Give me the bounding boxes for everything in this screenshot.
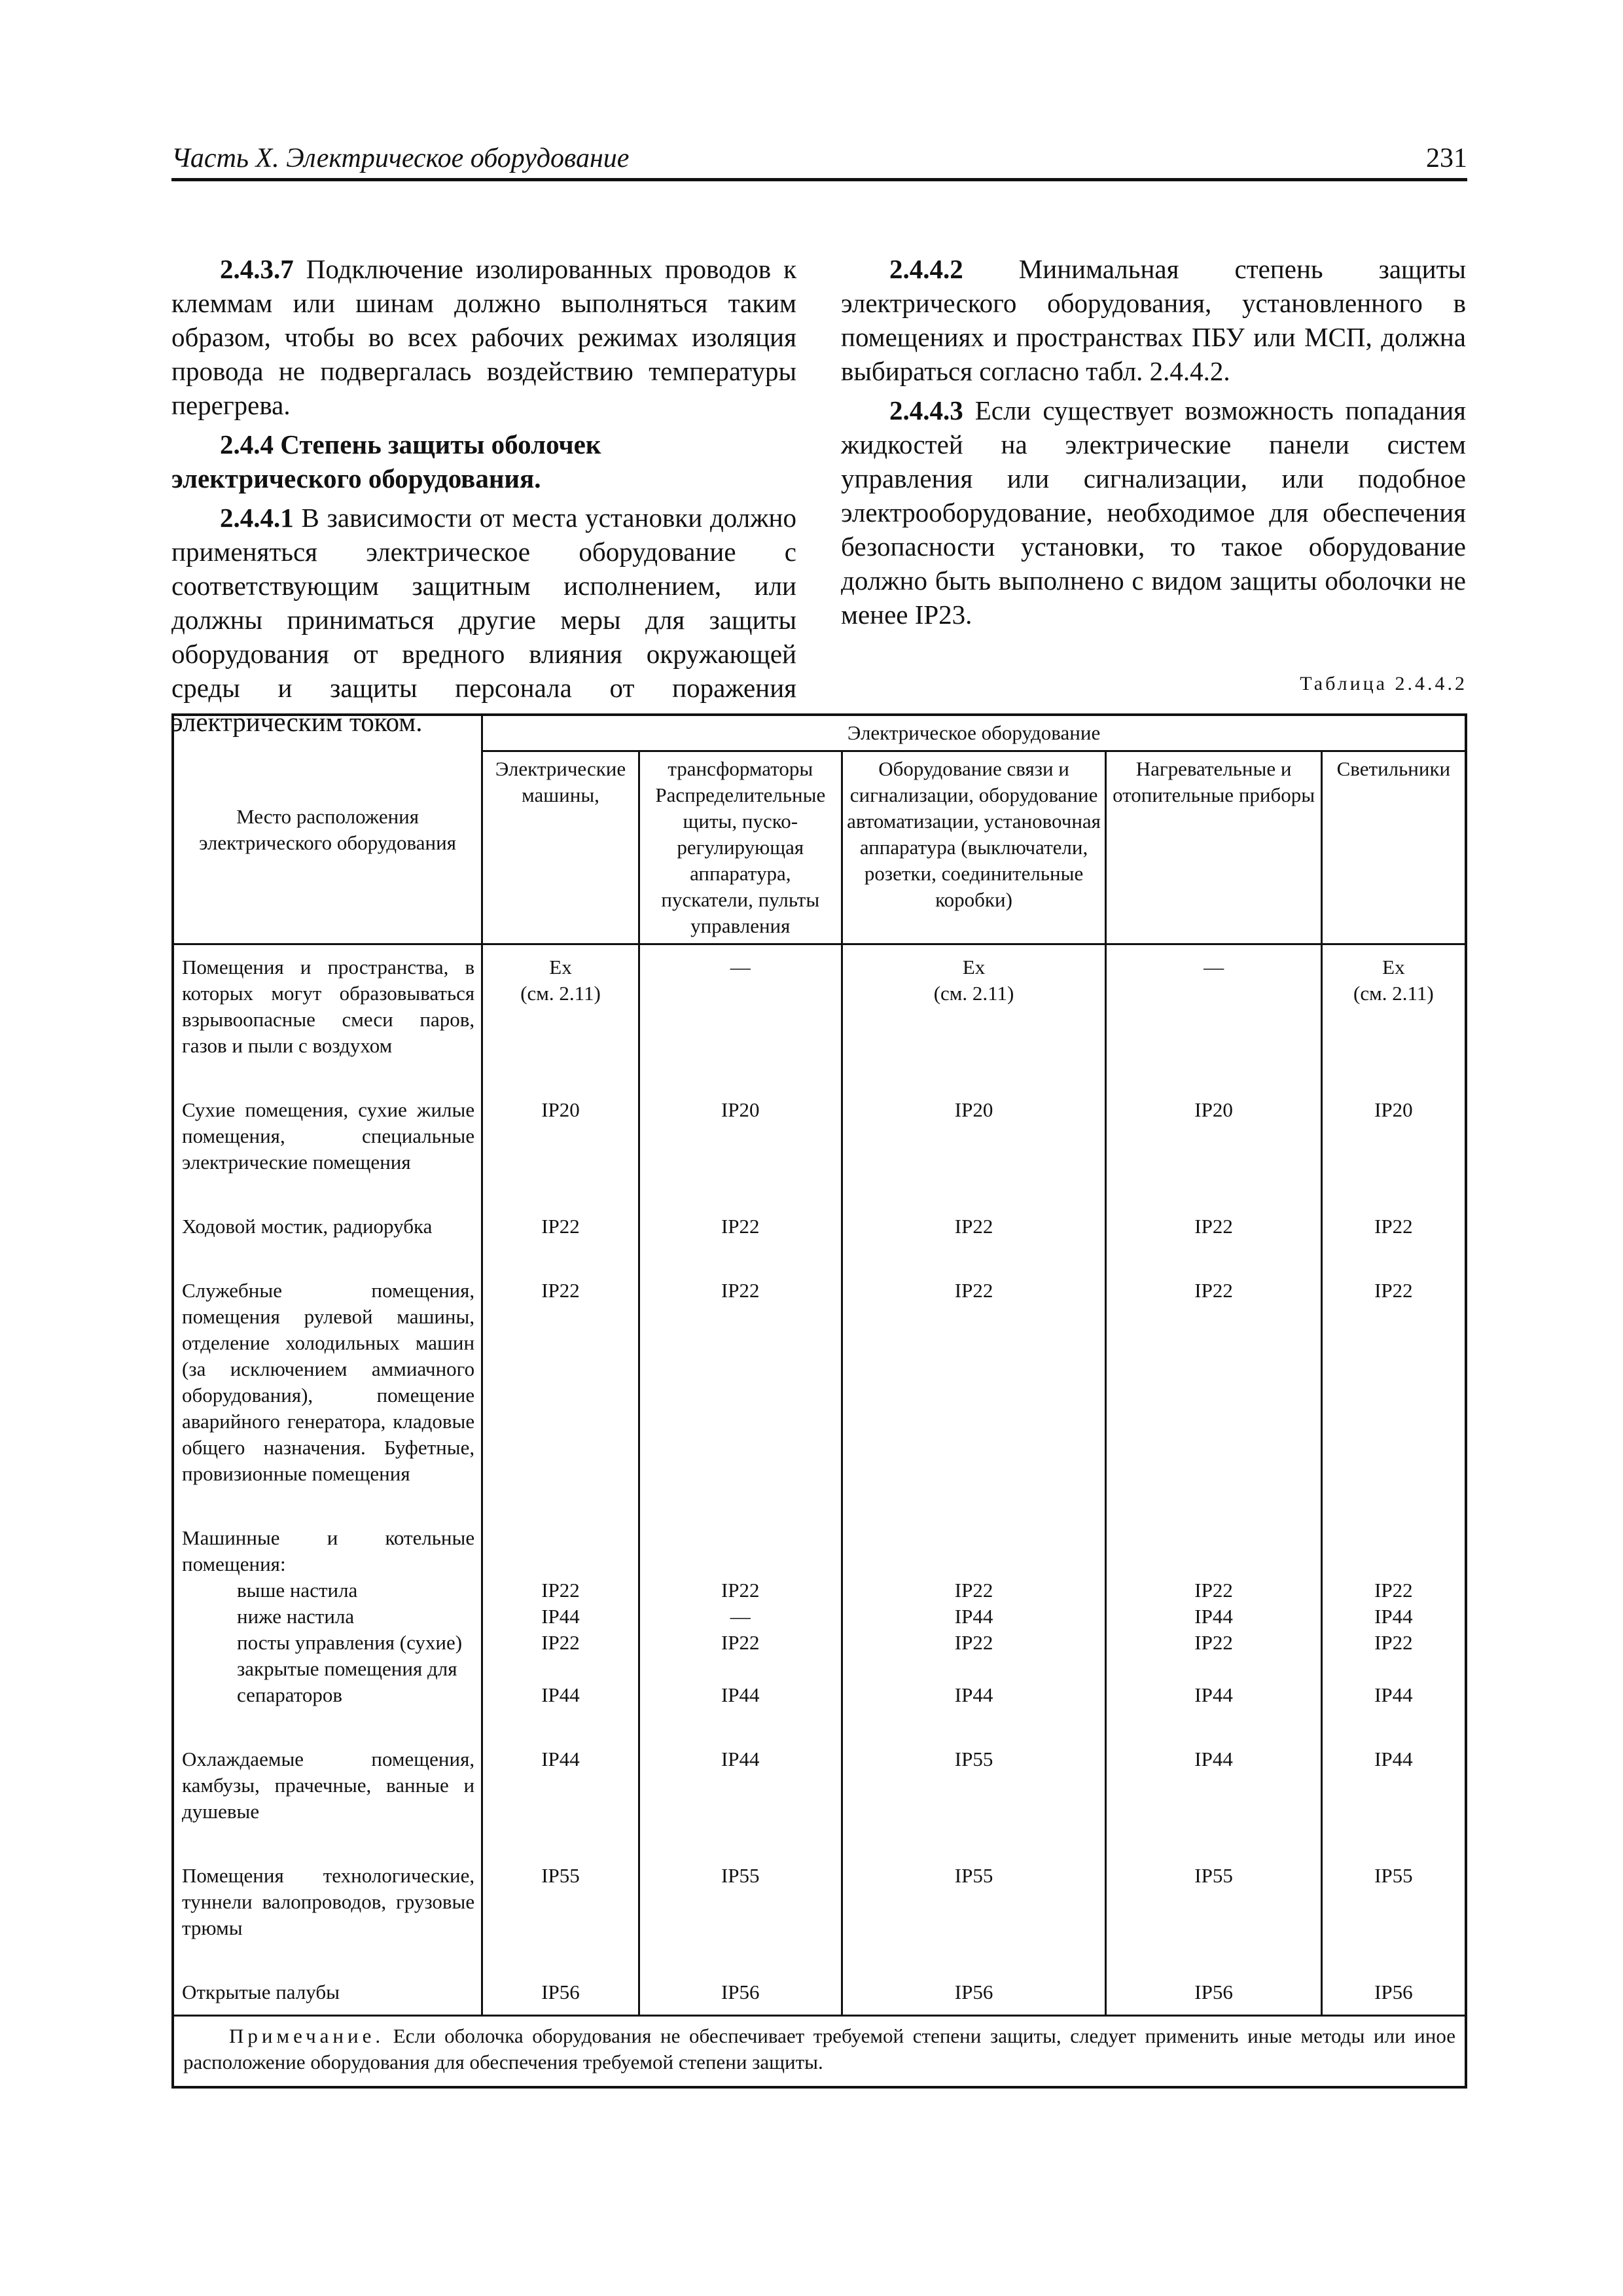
- value-ref: (см. 2.11): [520, 982, 601, 1005]
- text-column-left: [171, 252, 796, 744]
- value-text: IP44: [721, 1683, 760, 1706]
- value-text: IP44: [541, 1683, 580, 1706]
- value-cell: IP55: [842, 1746, 1106, 1863]
- table-row: [173, 1746, 1466, 1863]
- paragraph-2-4-3-7: [171, 252, 796, 422]
- value-cell: IP56: [639, 1979, 842, 2016]
- value-cell: [842, 944, 1106, 1098]
- value-text: IP44: [954, 1605, 993, 1628]
- value-cell: IP20: [639, 1097, 842, 1213]
- value-cell: IP22: [1321, 1213, 1466, 1278]
- column-header: трансформаторы Распределительные щиты, пуско-регулирующая аппаратура, пускатели, пульты управления: [639, 751, 842, 944]
- value-cell: —: [1106, 944, 1321, 1098]
- value-ref: (см. 2.11): [1353, 982, 1434, 1005]
- value-cell: [639, 1525, 842, 1746]
- value-cell: IP20: [482, 1097, 639, 1213]
- location-cell: Помещения технологические, туннели валопроводов, грузовые трюмы: [173, 1863, 482, 1979]
- table-row: [173, 1979, 1466, 2016]
- paragraph-number: 2.4.3.7: [220, 254, 294, 284]
- value-text: IP44: [1194, 1683, 1233, 1706]
- location-group-label: Машинные и котельные помещения:: [182, 1526, 475, 1575]
- value-text: IP22: [721, 1631, 760, 1654]
- value-text: Ex: [962, 956, 986, 978]
- value-cell: IP55: [1106, 1863, 1321, 1979]
- running-title: Часть X. Электрическое оборудование: [171, 143, 630, 173]
- value-cell: IP22: [1106, 1278, 1321, 1525]
- column-header: Электрические машины,: [482, 751, 639, 944]
- value-text: IP22: [954, 1579, 993, 1602]
- equipment-group-header: Электрическое оборудование: [482, 715, 1466, 751]
- value-cell: IP22: [639, 1278, 842, 1525]
- value-ref: (см. 2.11): [933, 982, 1014, 1005]
- value-cell: [842, 1525, 1106, 1746]
- location-cell: Открытые палубы: [173, 1979, 482, 2016]
- value-cell: IP22: [482, 1213, 639, 1278]
- text-column-right-content: [841, 252, 1466, 637]
- note-label: Примечание.: [229, 2024, 385, 2047]
- table-row: [173, 1097, 1466, 1213]
- sublocation-label: посты управления (сухие): [237, 1631, 463, 1654]
- value-cell: IP56: [482, 1979, 639, 2016]
- value-cell: IP55: [482, 1863, 639, 1979]
- table-caption: Таблица 2.4.4.2: [1300, 673, 1467, 694]
- table-row: [173, 1863, 1466, 1979]
- sublocation-label: выше настила: [237, 1579, 358, 1602]
- page-header: [171, 139, 1467, 181]
- section-heading: 2.4.4 Степень защиты оболочек электрического оборудования.: [171, 429, 601, 493]
- table-row: [173, 1213, 1466, 1278]
- value-cell: IP22: [1321, 1278, 1466, 1525]
- paragraph-2-4-4-1: [171, 501, 796, 739]
- value-text: IP22: [954, 1631, 993, 1654]
- value-cell: IP22: [842, 1213, 1106, 1278]
- value-cell: IP55: [1321, 1863, 1466, 1979]
- value-cell: [1106, 1525, 1321, 1746]
- value-text: IP22: [1374, 1631, 1413, 1654]
- column-header: Нагревательные и отопительные приборы: [1106, 751, 1321, 944]
- protection-table: [171, 713, 1467, 2089]
- column-header: Светильники: [1321, 751, 1466, 944]
- value-cell: IP44: [1106, 1746, 1321, 1863]
- value-text: IP22: [541, 1579, 580, 1602]
- value-cell: IP22: [842, 1278, 1106, 1525]
- value-text: IP22: [1194, 1631, 1233, 1654]
- paragraph-2-4-4-2: [841, 252, 1466, 388]
- location-cell: Помещения и пространства, в которых могут образовываться взрывоопасные смеси паров, газов и пыли с воздухом: [173, 944, 482, 1098]
- value-text: IP44: [541, 1605, 580, 1628]
- value-text: IP22: [721, 1579, 760, 1602]
- value-text: IP44: [1194, 1605, 1233, 1628]
- value-cell: [1321, 1525, 1466, 1746]
- location-cell: Служебные помещения, помещения рулевой машины, отделение холодильных машин (за исключением аммиачного оборудования), помещение аварийного генератора, кладовые общего назначения. Буфетные, провизионные помещения: [173, 1278, 482, 1525]
- paragraph-number: 2.4.4.2: [889, 254, 963, 284]
- table-note: [173, 2016, 1466, 2088]
- value-cell: IP44: [482, 1746, 639, 1863]
- value-cell: IP22: [1106, 1213, 1321, 1278]
- value-text: IP22: [1194, 1579, 1233, 1602]
- value-cell: IP22: [639, 1213, 842, 1278]
- value-cell: IP56: [842, 1979, 1106, 2016]
- value-text: IP44: [1374, 1683, 1413, 1706]
- value-cell: IP20: [842, 1097, 1106, 1213]
- paragraph-text: В зависимости от места установки должно применяться электрическое оборудование с соответствующим защитным исполнением, или должны приниматься другие меры для защиты оборудования от вредного влияния окружающей среды и защиты персонала от поражения электрическим током.: [171, 503, 796, 737]
- page-number: 231: [1426, 143, 1467, 173]
- value-cell: [482, 1525, 639, 1746]
- value-cell: IP20: [1106, 1097, 1321, 1213]
- paragraph-text: Если существует возможность попадания жидкостей на электрические панели систем управления или сигнализации, или подобное электрооборудование, необходимое для обеспечения безопасности установки, то такое оборудование должно быть выполнено с видом защиты оболочки не менее IP23.: [841, 395, 1466, 630]
- location-cell: [173, 1525, 482, 1746]
- value-text: IP22: [541, 1631, 580, 1654]
- paragraph-text: Подключение изолированных проводов к клеммам или шинам должно выполняться таким образом, чтобы во всех рабочих режимах изоляция провода не подвергалась воздействию температуры перегрева.: [171, 254, 796, 420]
- value-cell: IP44: [639, 1746, 842, 1863]
- value-cell: IP55: [842, 1863, 1106, 1979]
- value-cell: [1321, 944, 1466, 1098]
- location-cell: Охлаждаемые помещения, камбузы, прачечные, ванные и душевые: [173, 1746, 482, 1863]
- paragraph-2-4-4-3: [841, 393, 1466, 632]
- value-text: —: [730, 1605, 751, 1628]
- value-cell: IP56: [1106, 1979, 1321, 2016]
- column-header: Оборудование связи и сигнализации, оборудование автоматизации, установочная аппаратура (выключатели, розетки, соединительные коробки): [842, 751, 1106, 944]
- location-cell: Ходовой мостик, радиорубка: [173, 1213, 482, 1278]
- value-cell: IP22: [482, 1278, 639, 1525]
- value-cell: IP20: [1321, 1097, 1466, 1213]
- sublocation-label: ниже настила: [237, 1605, 355, 1628]
- note-text: Если оболочка оборудования не обеспечивает требуемой степени защиты, следует применить иные методы или иное расположение оборудования для обеспечения требуемой степени защиты.: [183, 2024, 1455, 2073]
- paragraph-number: 2.4.4.1: [220, 503, 294, 533]
- location-cell: Сухие помещения, сухие жилые помещения, специальные электрические помещения: [173, 1097, 482, 1213]
- value-cell: IP55: [639, 1863, 842, 1979]
- sublocation-label: закрытые помещения для сепараторов: [237, 1657, 457, 1706]
- value-text: IP44: [1374, 1605, 1413, 1628]
- value-cell: IP44: [1321, 1746, 1466, 1863]
- table-row: [173, 1278, 1466, 1525]
- table-row: [173, 1525, 1466, 1746]
- paragraph-number: 2.4.4.3: [889, 395, 963, 425]
- location-header: Место расположения электрического оборудования: [173, 715, 482, 944]
- value-cell: —: [639, 944, 842, 1098]
- paragraph-text: Минимальная степень защиты электрического оборудования, установленного в помещениях и пространствах ПБУ или МСП, должна выбираться согласно табл. 2.4.4.2.: [841, 254, 1466, 386]
- value-text: Ex: [1382, 956, 1405, 978]
- value-text: Ex: [549, 956, 572, 978]
- table-row: [173, 944, 1466, 1098]
- value-cell: [482, 944, 639, 1098]
- value-cell: IP56: [1321, 1979, 1466, 2016]
- value-text: IP22: [1374, 1579, 1413, 1602]
- value-text: IP44: [954, 1683, 993, 1706]
